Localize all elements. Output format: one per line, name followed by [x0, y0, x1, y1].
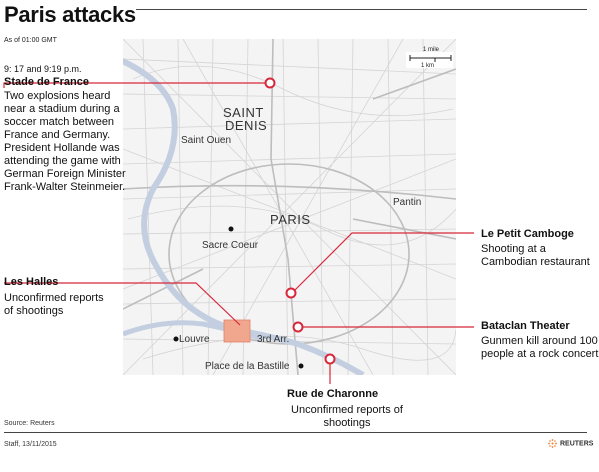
scale-mile-label: 1 mile [423, 47, 440, 53]
source-note: Source: Reuters [4, 420, 55, 427]
reuters-logo [548, 439, 593, 448]
place-label-bastille: Place de la Bastille [205, 361, 290, 372]
scale-km-label: 1 km [421, 63, 435, 69]
reuters-logo-icon [548, 439, 557, 448]
bataclan-title: Bataclan Theater [481, 320, 570, 332]
le-petit-camboge-title: Le Petit Camboge [481, 228, 574, 240]
reuters-logo-text: REUTERS [560, 440, 594, 448]
bataclan-description: Gunmen kill around 100 people at a rock concert [481, 335, 599, 360]
stade-de-france-description: Two explosions heard near a stadium during a soccer match between France and Germany. President Hollande was attending the game with German Foreign Minister Frank-Walter Steinmeier. [4, 90, 126, 193]
timestamp: As of 01:00 GMT [4, 37, 57, 44]
place-label-pantin: Pantin [393, 197, 422, 208]
place-label-louvre: Louvre [179, 334, 210, 345]
place-label-sacre-coeur: Sacre Coeur [202, 240, 259, 251]
marker-stade-de-france[interactable] [266, 79, 275, 88]
rue-de-charonne-title: Rue de Charonne [287, 388, 379, 400]
place-label-paris: PARIS [270, 212, 311, 227]
callout-line-le-petit-camboge [292, 233, 474, 293]
marker-le-petit-camboge[interactable] [287, 289, 296, 298]
footer-divider [4, 432, 587, 433]
marker-bataclan[interactable] [294, 323, 303, 332]
les-halles-description: Unconfirmed reports of shootings [4, 292, 104, 317]
marker-rue-de-charonne[interactable] [326, 355, 335, 364]
rue-de-charonne-description: Unconfirmed reports of shootings [291, 404, 403, 429]
stade-de-france-title: Stade de France [4, 76, 89, 88]
place-label-saint-denis-line1: SAINT [223, 105, 264, 120]
place-label-saint-ouen: Saint Ouen [181, 135, 232, 146]
place-label-3rd-arr: 3rd Arr. [257, 334, 290, 345]
stade-de-france-time: 9: 17 and 9:19 p.m. [4, 64, 82, 74]
staff-credit: Staff, 13/11/2015 [4, 441, 57, 448]
place-label-saint-denis-line2: DENIS [225, 118, 268, 133]
les-halles-title: Les Halles [4, 276, 59, 288]
le-petit-camboge-description: Shooting at a Cambodian restaurant [481, 243, 590, 268]
page-title: Paris attacks [4, 2, 136, 27]
